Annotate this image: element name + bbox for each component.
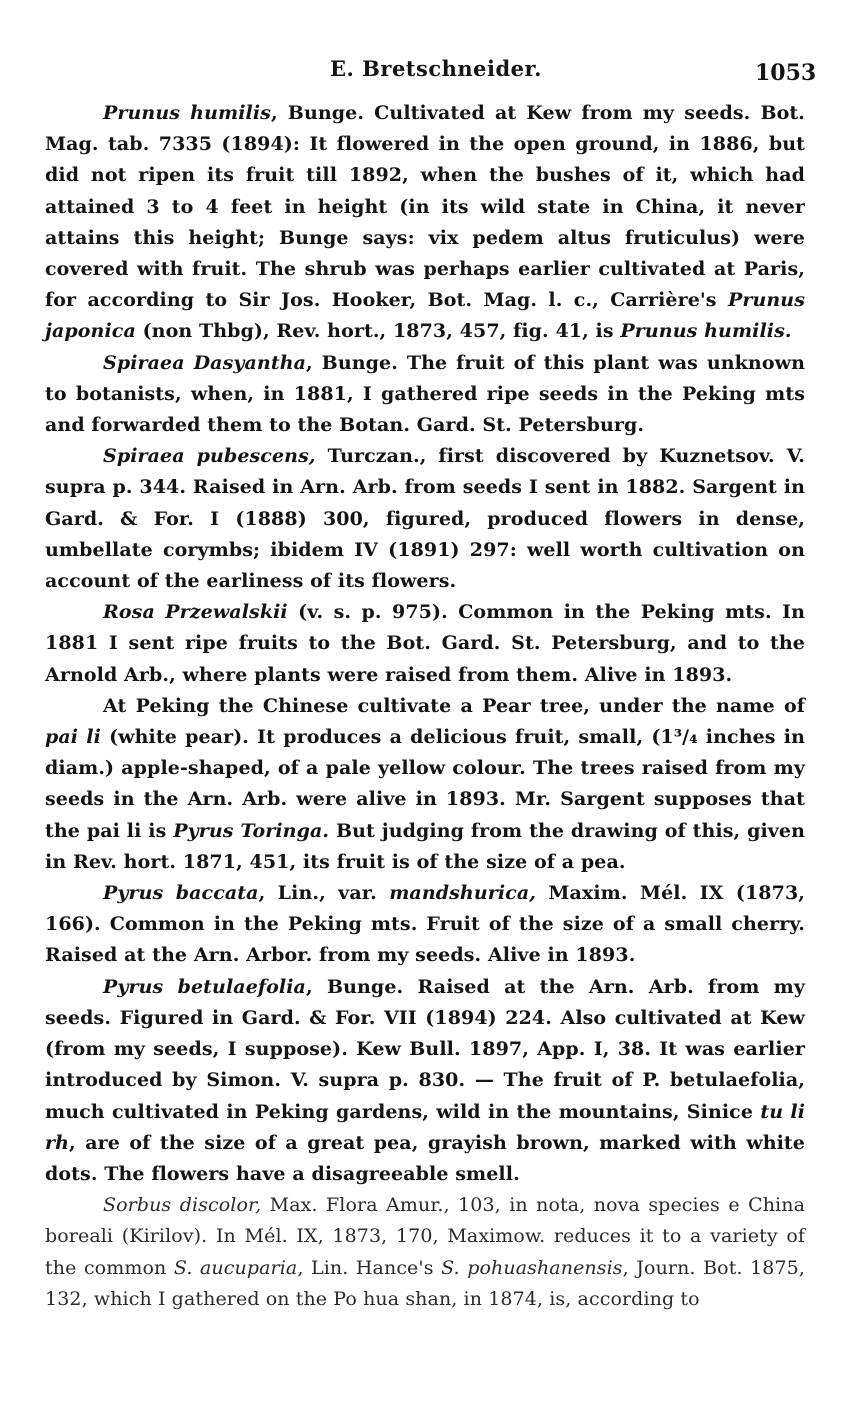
paragraph-pyrus-baccata	[45, 878, 805, 972]
text-run: , Bunge. The fruit of this plant was unknown to botanists, when, in 1881, I gathered ripe seeds in the Peking mts and forwarded them to the Botan. Gard. St. Petersburg.	[45, 351, 805, 437]
species-name: Prunus humilis	[103, 102, 271, 124]
species-name: Pyrus baccata	[103, 882, 259, 905]
text-run: Maxim. Mél. IX (1873, 166). Common in the Peking mts. Fruit of the size of a small cherry. Raised at the Arn. Arbor. from my seeds. Alive in 1893.	[45, 882, 805, 967]
species-name: Rosa Przewalskii	[103, 601, 288, 624]
paragraph-pyrus-betulaefolia	[45, 972, 805, 1190]
species-name: Pyrus Toringa.	[173, 819, 330, 842]
text-run: , Bunge. Raised at the Arn. Arb. from my seeds. Figured in Gard. & For. VII (1894) 224. Also cultivated at Kew (from my seeds, I suppose). Kew Bull. 1897, App. I, 38. It was earlier introduced by Simon. V. supra p. 830. — The fruit of P. betulaefolia, much cultivated in Peking gardens, wild in the mountains, Sinice	[45, 975, 805, 1123]
text-run: But judging from the drawing of this, given in Rev. hort. 1871, 451, its fruit is of the size of a pea.	[45, 819, 806, 873]
paragraph-sorbus-discolor	[45, 1190, 805, 1315]
text-run: , Bunge. Cultivated at Kew from my seeds. Bot. Mag. tab. 7335 (1894): It flowered in the open ground, in 1886, but did not ripen its fruit till 1892, when the bushes of it, which had attained 3 to 4 feet in height (in its wild state in China, it never attains this height; Bunge says: vix pedem altus fruticulus) were covered with fruit. The shrub was perhaps earlier cultivated at Paris, for according to Sir Jos. Hooker, Bot. Mag. l. c., Carrière's	[45, 102, 805, 312]
page-header	[0, 50, 850, 86]
running-head: E. Bretschneider.	[330, 56, 542, 81]
species-name: pai li	[45, 726, 101, 749]
species-name: Sorbus discolor,	[103, 1194, 262, 1217]
paragraph-spiraea-pubescens	[45, 441, 805, 597]
text-run: (non Thbg), Rev. hort., 1873, 457, fig. 41, is	[135, 320, 621, 343]
species-name: Prunus humilis.	[620, 320, 792, 343]
paragraph-pai-li	[45, 691, 805, 878]
species-name: mandshurica,	[389, 882, 536, 905]
species-name: tu li rh	[45, 1100, 806, 1154]
species-name: Spiraea Dasyantha	[103, 351, 307, 374]
paragraph-spiraea-dasyantha	[45, 348, 805, 442]
text-run: , Lin., var.	[258, 882, 390, 905]
text-run: , Lin. Hance's	[297, 1256, 442, 1279]
text-run: (v. s. p. 975). Common in the Peking mts. In 1881 I sent ripe fruits to the Bot. Gard. St. Petersburg, and to the Arnold Arb., where plants were raised from them. Alive in 1893.	[45, 601, 805, 686]
species-name: S. pohuashanensis	[441, 1256, 623, 1279]
paragraph-prunus-humilis	[45, 98, 805, 348]
body-text	[45, 98, 805, 1315]
text-run: At Peking the Chinese cultivate a Pear tree, under the name of	[103, 694, 805, 717]
text-run: Turczan., first discovered by Kuznetsov. V. supra p. 344. Raised in Arn. Arb. from seeds I sent in 1882. Sargent in Gard. & For. I (1888) 300, figured, produced flowers in dense, umbellate corymbs; ibidem IV (1891) 297: well worth cultivation on account of the earliness of its flowers.	[45, 445, 806, 593]
species-name: S. aucuparia	[173, 1256, 298, 1279]
species-name: Prunus japonica	[45, 289, 805, 343]
paragraph-rosa-przewalskii	[45, 597, 805, 691]
text-run: Max. Flora Amur., 103, in nota, nova species e China boreali (Kirilov). In Mél. IX, 1873, 170, Maximow. reduces it to a variety of the common	[45, 1194, 805, 1279]
text-run: , Journ. Bot. 1875, 132, which I gathered on the Po hua shan, in 1874, is, according to	[45, 1256, 805, 1310]
species-name: Pyrus betulaefolia	[103, 975, 306, 998]
text-run: (white pear). It produces a delicious fruit, small, (1³/₄ inches in diam.) apple-shaped, of a pale yellow colour. The trees raised from my seeds in the Arn. Arb. were alive in 1893. Mr. Sargent supposes that the pai li is	[45, 726, 805, 842]
text-run: , are of the size of a great pea, grayish brown, marked with white dots. The flowers have a disagreeable smell.	[45, 1131, 805, 1185]
species-name: Spiraea pubescens,	[103, 445, 316, 468]
page-number: 1053	[755, 60, 817, 86]
